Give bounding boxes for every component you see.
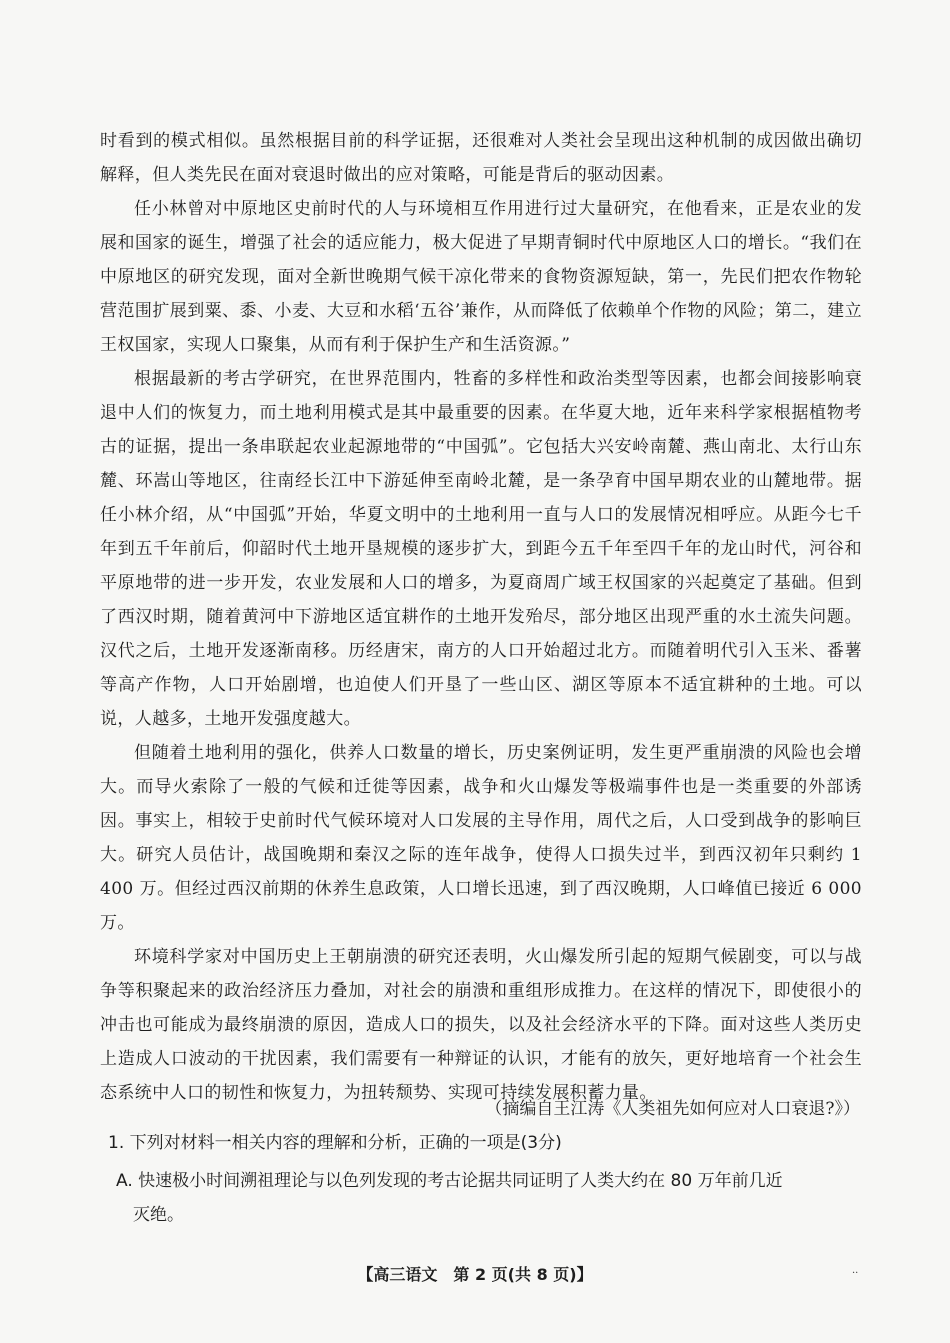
paragraph-2: 任小林曾对中原地区史前时代的人与环境相互作用进行过大量研究，在他看来，正是农业的发展和国家的诞生，增强了社会的适应能力，极大促进了早期青铜时代中原地区人口的增长。“我们在中原地区的研究发现，面对全新世晚期气候干凉化带来的食物资源短缺，第一，先民们把农作物轮营范围扩展到粟、黍、小麦、大豆和水稻‘五谷’兼作，从而降低了依赖单个作物的风险；第二，建立王权国家，实现人口聚集，从而有利于保护生产和生活资源。” — [100, 199, 862, 355]
option-a — [116, 1164, 862, 1232]
source-citation: （摘编自王江涛《人类祖先如何应对人口衰退?》） — [485, 1099, 860, 1119]
question-stem: 1. 下列对材料一相关内容的理解和分析，正确的一项是(3分) — [108, 1133, 562, 1153]
option-a-line2: 灭绝。 — [133, 1205, 184, 1225]
passage-body — [100, 124, 862, 1110]
question-1 — [108, 1126, 862, 1232]
corner-mark: ·· — [852, 1268, 859, 1279]
paragraph-5: 环境科学家对中国历史上王朝崩溃的研究还表明，火山爆发所引起的短期气候剧变，可以与战争等积聚起来的政治经济压力叠加，对社会的崩溃和重组形成推力。在这样的情况下，即使很小的冲击也可能成为最终崩溃的原因，造成人口的损失，以及社会经济水平的下降。面对这些人类历史上造成人口波动的干扰因素，我们需要有一种辩证的认识，才能有的放矢，更好地培育一个社会生态系统中人口的韧性和恢复力，为扭转颓势、实现可持续发展积蓄力量。 — [100, 947, 862, 1103]
paragraph-1: 时看到的模式相似。虽然根据目前的科学证据，还很难对人类社会呈现出这种机制的成因做出确切解释，但人类先民在面对衰退时做出的应对策略，可能是背后的驱动因素。 — [100, 131, 862, 185]
paragraph-3: 根据最新的考古学研究，在世界范围内，牲畜的多样性和政治类型等因素，也都会间接影响衰退中人们的恢复力，而土地利用模式是其中最重要的因素。在华夏大地，近年来科学家根据植物考古的证据，提出一条串联起农业起源地带的“中国弧”。它包括大兴安岭南麓、燕山南北、太行山东麓、环嵩山等地区，往南经长江中下游延伸至南岭北麓，是一条孕育中国早期农业的山麓地带。据任小林介绍，从“中国弧”开始，华夏文明中的土地利用一直与人口的发展情况相呼应。从距今七千年到五千年前后，仰韶时代土地开垦规模的逐步扩大，到距今五千年至四千年的龙山时代，河谷和平原地带的进一步开发，农业发展和人口的增多，为夏商周广域王权国家的兴起奠定了基础。但到了西汉时期，随着黄河中下游地区适宜耕作的土地开发殆尽，部分地区出现严重的水土流失问题。汉代之后，土地开发逐渐南移。历经唐宋，南方的人口开始超过北方。而随着明代引入玉米、番薯等高产作物，人口开始剧增，也迫使人们开垦了一些山区、湖区等原本不适宜耕种的土地。可以说，人越多，土地开发强度越大。 — [100, 369, 862, 729]
paragraph-4: 但随着土地利用的强化，供养人口数量的增长，历史案例证明，发生更严重崩溃的风险也会增大。而导火索除了一般的气候和迁徙等因素，战争和火山爆发等极端事件也是一类重要的外部诱因。事实上，相较于史前时代气候环境对人口发展的主导作用，周代之后，人口受到战争的影响巨大。研究人员估计，战国晚期和秦汉之际的连年战争，使得人口损失过半，到西汉初年只剩约 1 400 万。但经过西汉前期的休养生息政策，人口增长迅速，到了西汉晚期，人口峰值已接近 6 000 万。 — [100, 743, 862, 933]
page-footer: 【高三语文 第 2 页(共 8 页)】 — [357, 1265, 593, 1284]
option-a-line1: A. 快速极小时间溯祖理论与以色列发现的考古论据共同证明了人类大约在 80 万年前几近 — [116, 1171, 783, 1191]
